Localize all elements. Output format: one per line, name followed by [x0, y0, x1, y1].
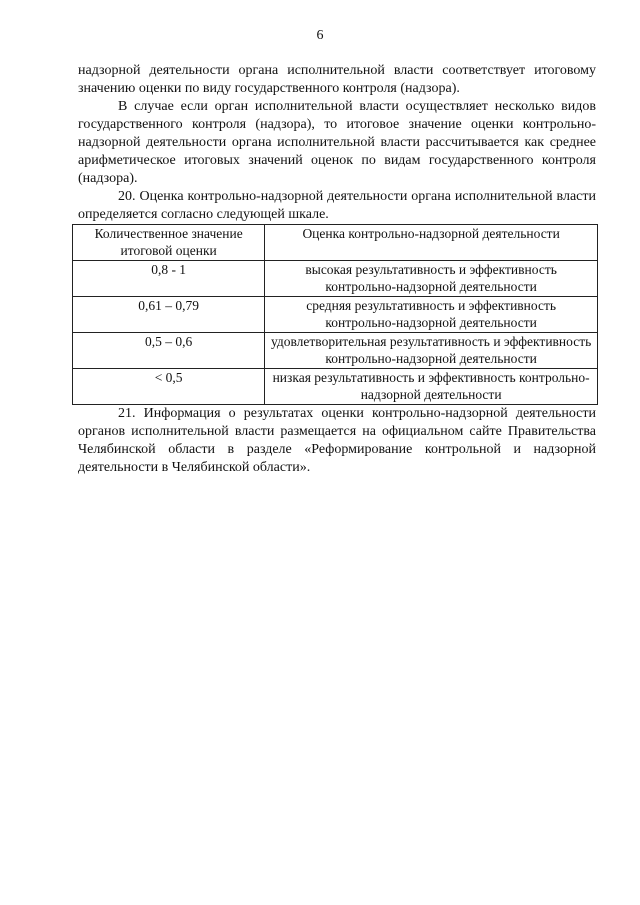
table-header-row — [73, 225, 598, 261]
page-number: 6 — [316, 28, 324, 43]
assessment-scale-table — [72, 224, 598, 405]
table-header-value: Количественное значение итоговой оценки — [73, 225, 265, 261]
table-cell-value: 0,5 – 0,6 — [73, 333, 265, 369]
table-row — [73, 261, 598, 297]
paragraph-20: 20. Оценка контрольно-надзорной деятельности органа исполнительной власти определяется согласно следующей шкале. — [78, 189, 596, 222]
table-header-assessment: Оценка контрольно-надзорной деятельности — [265, 225, 598, 261]
paragraph-continuation: надзорной деятельности органа исполнительной власти соответствует итоговому значению оценки по виду государственного контроля (надзора). — [78, 63, 596, 96]
table-cell-value: 0,8 - 1 — [73, 261, 265, 297]
document-body — [78, 62, 596, 477]
paragraph-multiple-control-types: В случае если орган исполнительной власти осуществляет несколько видов государственного контроля (надзора), то итоговое значение оценки контрольно-надзорной деятельности органа исполнительной власти рассчитывается как среднее арифметическое итоговых значений оценок по видам государственного контроля (надзора). — [78, 99, 596, 186]
table-cell-assessment: удовлетворительная результативность и эффективность контрольно-надзорной деятельности — [265, 333, 598, 369]
table-cell-assessment: высокая результативность и эффективность контрольно-надзорной деятельности — [265, 261, 598, 297]
table-row — [73, 369, 598, 405]
table-cell-value: < 0,5 — [73, 369, 265, 405]
table-cell-value: 0,61 – 0,79 — [73, 297, 265, 333]
table-row — [73, 297, 598, 333]
table-cell-assessment: средняя результативность и эффективность контрольно-надзорной деятельности — [265, 297, 598, 333]
paragraph-21: 21. Информация о результатах оценки контрольно-надзорной деятельности органов исполнительной власти размещается на официальном сайте Правительства Челябинской области в разделе «Реформирование контрольной и надзорной деятельности в Челябинской области». — [78, 406, 596, 475]
table-cell-assessment: низкая результативность и эффективность контрольно-надзорной деятельности — [265, 369, 598, 405]
table-row — [73, 333, 598, 369]
